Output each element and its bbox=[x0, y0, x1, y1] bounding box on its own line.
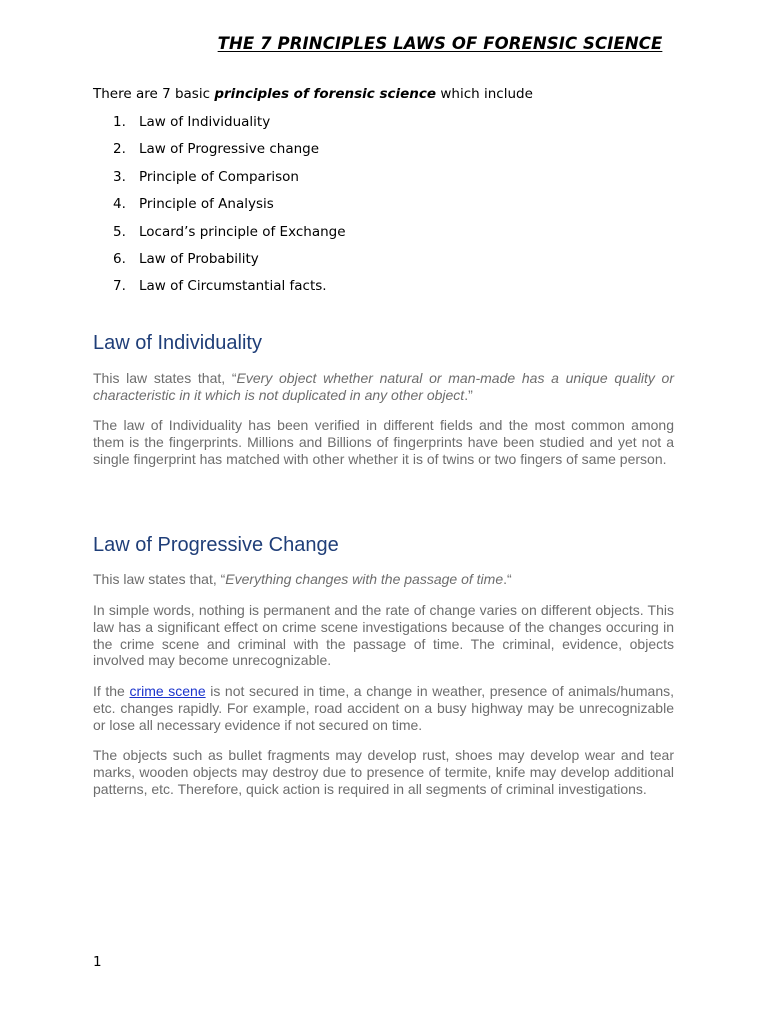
page-number: 1 bbox=[93, 954, 102, 970]
quote-end: .“ bbox=[503, 571, 512, 587]
objects-paragraph: The objects such as bullet fragments may develop rust, shoes may develop wear and tear marks, wooden objects may destroy due to presence of termite, knife may develop additional patterns, etc. Therefore, quick action is required in all segments of criminal investigations. bbox=[93, 747, 674, 797]
list-item-number: 2. bbox=[113, 141, 126, 158]
individuality-paragraph: The law of Individuality has been verified in different fields and the most common among them is the fingerprints. Millions and Billions of fingerprints have been studied and yet not a single fingerprint has matched with other whether it is of twins or two fingers of same person. bbox=[93, 417, 674, 467]
list-item-number: 5. bbox=[113, 223, 126, 240]
intro-emphasis: principles of forensic science bbox=[214, 86, 437, 102]
list-item-text: Law of Circumstantial facts. bbox=[139, 278, 327, 295]
list-item-text: Principle of Analysis bbox=[139, 196, 274, 213]
progressive-change-definition bbox=[93, 571, 674, 588]
quote-lead: This law states that, “ bbox=[93, 370, 237, 386]
list-item bbox=[113, 168, 346, 195]
list-item-text: Locard’s principle of Exchange bbox=[139, 223, 346, 240]
section-heading-progressive-change: Law of Progressive Change bbox=[93, 534, 339, 556]
list-item-number: 4. bbox=[113, 196, 126, 213]
list-item-number: 3. bbox=[113, 168, 126, 185]
list-item-text: Principle of Comparison bbox=[139, 168, 299, 185]
paragraph-text-before: If the bbox=[93, 683, 130, 699]
list-item bbox=[113, 250, 346, 277]
list-item bbox=[113, 113, 346, 140]
crime-scene-paragraph bbox=[93, 683, 674, 733]
quote-text: Every object whether natural or man-made has a unique quality or characteristic in it which is not duplicated in any other object bbox=[93, 370, 674, 403]
principles-list bbox=[113, 113, 346, 305]
list-item-text: Law of Progressive change bbox=[139, 141, 320, 158]
list-item-text: Law of Probability bbox=[139, 250, 259, 267]
paragraph-text-after: is not secured in time, a change in weather, presence of animals/humans, etc. changes rapidly. For example, road accident on a busy highway may be unrecognizable or lose all necessary evidence if not secured on time. bbox=[93, 683, 675, 733]
list-item-number: 7. bbox=[113, 278, 126, 295]
intro-text-before: There are 7 basic bbox=[93, 86, 215, 102]
list-item-number: 1. bbox=[113, 114, 126, 130]
quote-text: Everything changes with the passage of time bbox=[225, 571, 504, 587]
section-heading-individuality: Law of Individuality bbox=[93, 332, 262, 354]
intro-text-after: which include bbox=[436, 86, 533, 102]
progressive-change-paragraph: In simple words, nothing is permanent and the rate of change varies on different objects. This law has a significant effect on crime scene investigations because of the changes occuring in the crime scene and criminal with the passage of time. The criminal, evidence, objects involved may become unrecognizable. bbox=[93, 602, 674, 669]
quote-lead: This law states that, “ bbox=[93, 571, 226, 587]
list-item bbox=[113, 223, 346, 250]
individuality-definition bbox=[93, 370, 674, 404]
list-item bbox=[113, 277, 346, 304]
intro-paragraph bbox=[93, 86, 533, 102]
list-item bbox=[113, 140, 346, 167]
crime-scene-link[interactable]: crime scene bbox=[129, 683, 206, 699]
quote-end: .” bbox=[464, 386, 473, 403]
list-item-number: 6. bbox=[113, 250, 126, 267]
list-item-text: Law of Individuality bbox=[139, 114, 271, 130]
page-title: THE 7 PRINCIPLES LAWS OF FORENSIC SCIENCE bbox=[217, 34, 663, 53]
list-item bbox=[113, 195, 346, 222]
